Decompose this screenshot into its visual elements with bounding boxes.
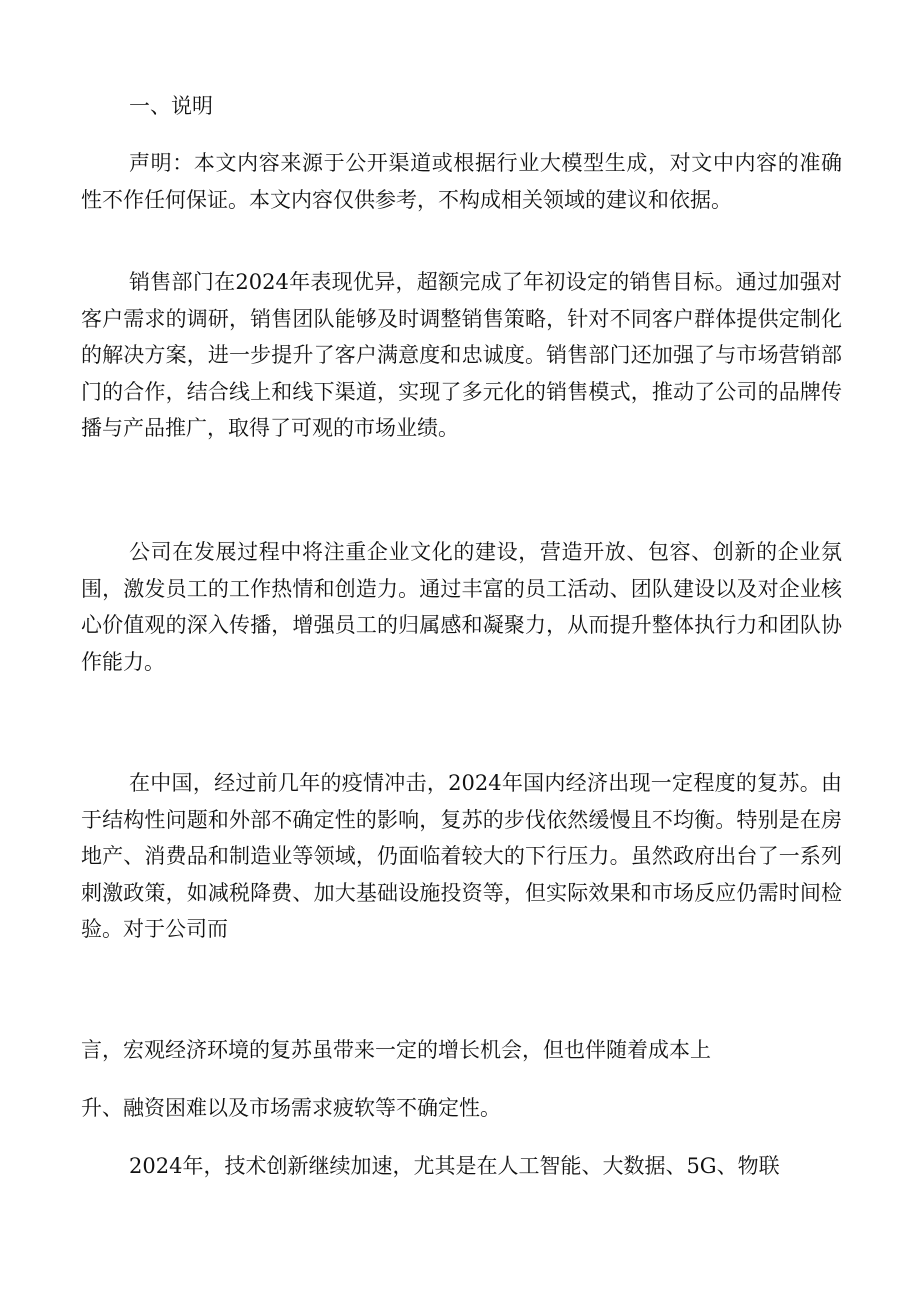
- culture-paragraph: 公司在发展过程中将注重企业文化的建设，营造开放、包容、创新的企业氛围，激发员工的工作热情和创造力。通过丰富的员工活动、团队建设以及对企业核心价值观的深入传播，增强员工的归属感和凝聚力，从而提升整体执行力和团队协作能力。: [81, 540, 842, 674]
- technology-paragraph: 2024年，技术创新继续加速，尤其是在人工智能、大数据、5G、物联: [129, 1154, 780, 1178]
- continuation-line: 言，宏观经济环境的复苏虽带来一定的增长机会，但也伴随着成本上: [81, 1038, 711, 1062]
- disclaimer-paragraph: 声明：本文内容来源于公开渠道或根据行业大模型生成，对文中内容的准确性不作任何保证。本文内容仅供参考，不构成相关领域的建议和依据。: [81, 151, 842, 212]
- continuation-line: 升、融资困难以及市场需求疲软等不确定性。: [81, 1096, 501, 1120]
- economy-paragraph: 在中国，经过前几年的疫情冲击，2024年国内经济出现一定程度的复苏。由于结构性问题和外部不确定性的影响，复苏的步伐依然缓慢且不均衡。特别是在房地产、消费品和制造业等领域，仍面临着较大的下行压力。虽然政府出台了一系列刺激政策，如减税降费、加大基础设施投资等，但实际效果和市场反应仍需时间检验。对于公司而: [81, 771, 842, 941]
- sales-paragraph: 销售部门在2024年表现优异，超额完成了年初设定的销售目标。通过加强对客户需求的调研，销售团队能够及时调整销售策略，针对不同客户群体提供定制化的解决方案，进一步提升了客户满意度和忠诚度。销售部门还加强了与市场营销部门的合作，结合线上和线下渠道，实现了多元化的销售模式，推动了公司的品牌传播与产品推广，取得了可观的市场业绩。: [81, 270, 842, 440]
- section-heading: 一、说明: [129, 94, 213, 118]
